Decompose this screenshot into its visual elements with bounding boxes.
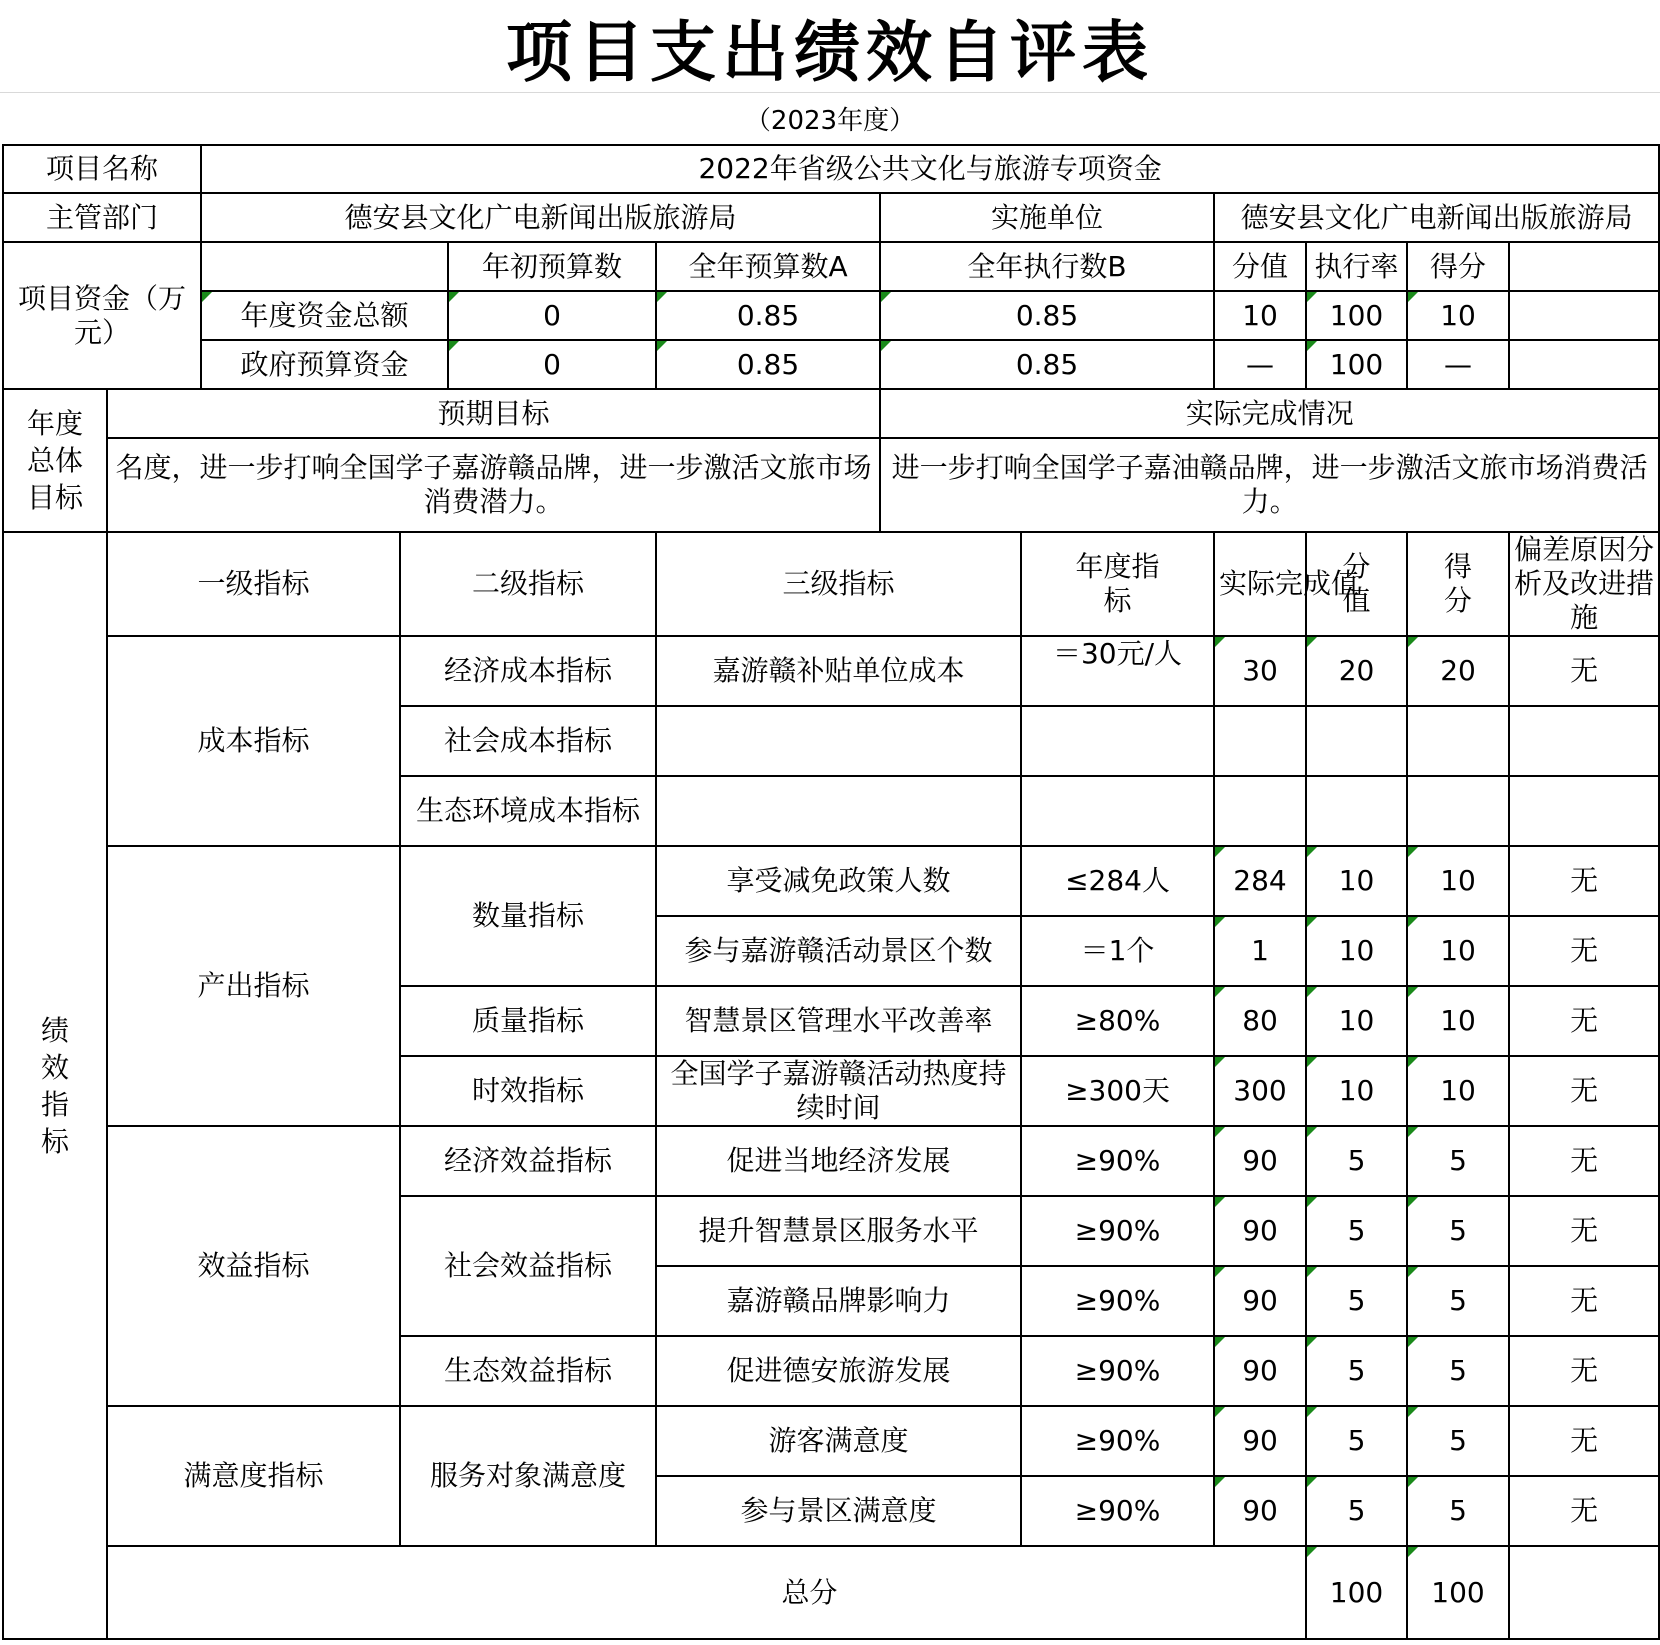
funds-header-annual: 全年预算数A (656, 242, 880, 291)
level2-item: 经济成本指标 (400, 636, 656, 706)
goals-actual-label: 实际完成情况 (880, 389, 1659, 438)
note-value: 无 (1509, 1476, 1659, 1546)
funds-row-extra (1509, 291, 1659, 340)
actual-value: 90 (1214, 1476, 1306, 1546)
note-value: 无 (1509, 636, 1659, 706)
weight-value (1306, 776, 1407, 846)
actual-value: 80 (1214, 986, 1306, 1056)
target-value (1021, 776, 1214, 846)
funds-row-annual: 0.85 (656, 291, 880, 340)
actual-value: 90 (1214, 1196, 1306, 1266)
weight-value: 10 (1306, 1056, 1407, 1126)
funds-row-initial: 0 (448, 291, 656, 340)
weight-value: 5 (1306, 1406, 1407, 1476)
total-weight: 100 (1306, 1546, 1407, 1639)
impl-value: 德安县文化广电新闻出版旅游局 (1214, 193, 1659, 242)
target-value: ≥90% (1021, 1406, 1214, 1476)
note-value (1509, 706, 1659, 776)
ind-header-level2: 二级指标 (400, 532, 656, 636)
funds-row-extra (1509, 340, 1659, 389)
score-value: 20 (1407, 636, 1509, 706)
goals-expected: 名度，进一步打响全国学子嘉游赣品牌，进一步激活文旅市场消费潜力。 (107, 438, 880, 532)
actual-value (1214, 776, 1306, 846)
actual-value: 90 (1214, 1266, 1306, 1336)
level3-item: 提升智慧景区服务水平 (656, 1196, 1021, 1266)
target-value: ≥80% (1021, 986, 1214, 1056)
weight-value: 10 (1306, 916, 1407, 986)
funds-row-executed: 0.85 (880, 340, 1214, 389)
weight-value: 5 (1306, 1196, 1407, 1266)
score-value: 10 (1407, 1056, 1509, 1126)
target-value: ≥300天 (1021, 1056, 1214, 1126)
weight-value: 5 (1306, 1126, 1407, 1196)
goals-actual: 进一步打响全国学子嘉油赣品牌，进一步激活文旅市场消费活力。 (880, 438, 1659, 532)
note-value: 无 (1509, 1266, 1659, 1336)
title-row (0, 0, 1660, 93)
level3-item: 全国学子嘉游赣活动热度持续时间 (656, 1056, 1021, 1126)
funds-row-weight: 10 (1214, 291, 1306, 340)
level2-item: 社会效益指标 (400, 1196, 656, 1336)
actual-value: 90 (1214, 1126, 1306, 1196)
funds-header-rate: 执行率 (1306, 242, 1407, 291)
level3-item: 促进当地经济发展 (656, 1126, 1021, 1196)
target-value: ≤284人 (1021, 846, 1214, 916)
actual-value: 284 (1214, 846, 1306, 916)
funds-row-executed: 0.85 (880, 291, 1214, 340)
score-value: 5 (1407, 1476, 1509, 1546)
note-value: 无 (1509, 1126, 1659, 1196)
funds-header-blank-right (1509, 242, 1659, 291)
actual-value: 1 (1214, 916, 1306, 986)
level1-output: 产出指标 (107, 846, 400, 1126)
level3-item: 嘉游赣品牌影响力 (656, 1266, 1021, 1336)
impl-label: 实施单位 (880, 193, 1214, 242)
target-value: ＝30元/人 (1021, 636, 1214, 706)
funds-header-initial: 年初预算数 (448, 242, 656, 291)
ind-header-weight: 分值 (1306, 532, 1407, 636)
ind-header-note: 偏差原因分析及改进措施 (1509, 532, 1659, 636)
ind-header-actual: 实际完成值 (1214, 532, 1306, 636)
level3-item: 嘉游赣补贴单位成本 (656, 636, 1021, 706)
funds-header-blank (201, 242, 448, 291)
level1-benefit: 效益指标 (107, 1126, 400, 1406)
score-value: 5 (1407, 1406, 1509, 1476)
target-value (1021, 706, 1214, 776)
target-value: ≥90% (1021, 1336, 1214, 1406)
score-value: 5 (1407, 1126, 1509, 1196)
weight-value (1306, 706, 1407, 776)
level1-cost: 成本指标 (107, 636, 400, 846)
target-value: ≥90% (1021, 1126, 1214, 1196)
level3-item: 游客满意度 (656, 1406, 1021, 1476)
level3-item: 参与景区满意度 (656, 1476, 1021, 1546)
score-value (1407, 776, 1509, 846)
funds-row-initial: 0 (448, 340, 656, 389)
level3-item: 智慧景区管理水平改善率 (656, 986, 1021, 1056)
note-value (1509, 776, 1659, 846)
weight-value: 10 (1306, 986, 1407, 1056)
funds-row-rate: 100 (1306, 291, 1407, 340)
funds-header-executed: 全年执行数B (880, 242, 1214, 291)
total-label: 总分 (107, 1546, 1306, 1639)
year-row (0, 92, 1660, 144)
total-score: 100 (1407, 1546, 1509, 1639)
level2-item: 经济效益指标 (400, 1126, 656, 1196)
total-note (1509, 1546, 1659, 1639)
ind-header-score: 得分 (1407, 532, 1509, 636)
note-value: 无 (1509, 1196, 1659, 1266)
funds-row-weight: — (1214, 340, 1306, 389)
actual-value: 90 (1214, 1336, 1306, 1406)
level2-item: 生态环境成本指标 (400, 776, 656, 846)
page-title: 项目支出绩效自评表 (506, 12, 1154, 91)
score-value: 5 (1407, 1336, 1509, 1406)
evaluation-table (2, 144, 1660, 1640)
weight-value: 20 (1306, 636, 1407, 706)
level2-item: 质量指标 (400, 986, 656, 1056)
ind-header-level1: 一级指标 (107, 532, 400, 636)
level1-satisfaction: 满意度指标 (107, 1406, 400, 1546)
funds-header-score: 得分 (1407, 242, 1509, 291)
score-value: 10 (1407, 916, 1509, 986)
funds-row-score: — (1407, 340, 1509, 389)
funds-header-weight: 分值 (1214, 242, 1306, 291)
level3-item (656, 776, 1021, 846)
target-value: ≥90% (1021, 1196, 1214, 1266)
target-value: ≥90% (1021, 1266, 1214, 1336)
level3-item: 促进德安旅游发展 (656, 1336, 1021, 1406)
ind-header-target: 年度指标 (1021, 532, 1214, 636)
actual-value (1214, 706, 1306, 776)
score-value: 5 (1407, 1266, 1509, 1336)
level2-item: 生态效益指标 (400, 1336, 656, 1406)
target-value: ＝1个 (1021, 916, 1214, 986)
level3-item (656, 706, 1021, 776)
weight-value: 10 (1306, 846, 1407, 916)
dept-value: 德安县文化广电新闻出版旅游局 (201, 193, 880, 242)
score-value (1407, 706, 1509, 776)
weight-value: 5 (1306, 1336, 1407, 1406)
note-value: 无 (1509, 1406, 1659, 1476)
weight-value: 5 (1306, 1266, 1407, 1336)
note-value: 无 (1509, 1056, 1659, 1126)
funds-row-name: 政府预算资金 (201, 340, 448, 389)
funds-row-score: 10 (1407, 291, 1509, 340)
dept-label: 主管部门 (3, 193, 201, 242)
goals-expected-label: 预期目标 (107, 389, 880, 438)
project-name: 2022年省级公共文化与旅游专项资金 (201, 145, 1659, 193)
goals-label: 年度总体目标 (3, 389, 107, 532)
weight-value: 5 (1306, 1476, 1407, 1546)
level3-item: 参与嘉游赣活动景区个数 (656, 916, 1021, 986)
funds-row-annual: 0.85 (656, 340, 880, 389)
level3-item: 享受减免政策人数 (656, 846, 1021, 916)
note-value: 无 (1509, 986, 1659, 1056)
indicators-label: 绩效指标 (3, 532, 107, 1639)
ind-header-level3: 三级指标 (656, 532, 1021, 636)
actual-value: 30 (1214, 636, 1306, 706)
target-value: ≥90% (1021, 1476, 1214, 1546)
level2-item: 数量指标 (400, 846, 656, 986)
funds-row-rate: 100 (1306, 340, 1407, 389)
project-name-label: 项目名称 (3, 145, 201, 193)
funds-label: 项目资金（万元） (3, 242, 201, 389)
funds-row-name: 年度资金总额 (201, 291, 448, 340)
note-value: 无 (1509, 1336, 1659, 1406)
note-value: 无 (1509, 916, 1659, 986)
score-value: 5 (1407, 1196, 1509, 1266)
actual-value: 90 (1214, 1406, 1306, 1476)
actual-value: 300 (1214, 1056, 1306, 1126)
level2-item: 时效指标 (400, 1056, 656, 1126)
year-label: （2023年度） (744, 105, 916, 136)
note-value: 无 (1509, 846, 1659, 916)
score-value: 10 (1407, 846, 1509, 916)
score-value: 10 (1407, 986, 1509, 1056)
level2-item: 社会成本指标 (400, 706, 656, 776)
level2-item: 服务对象满意度 (400, 1406, 656, 1546)
